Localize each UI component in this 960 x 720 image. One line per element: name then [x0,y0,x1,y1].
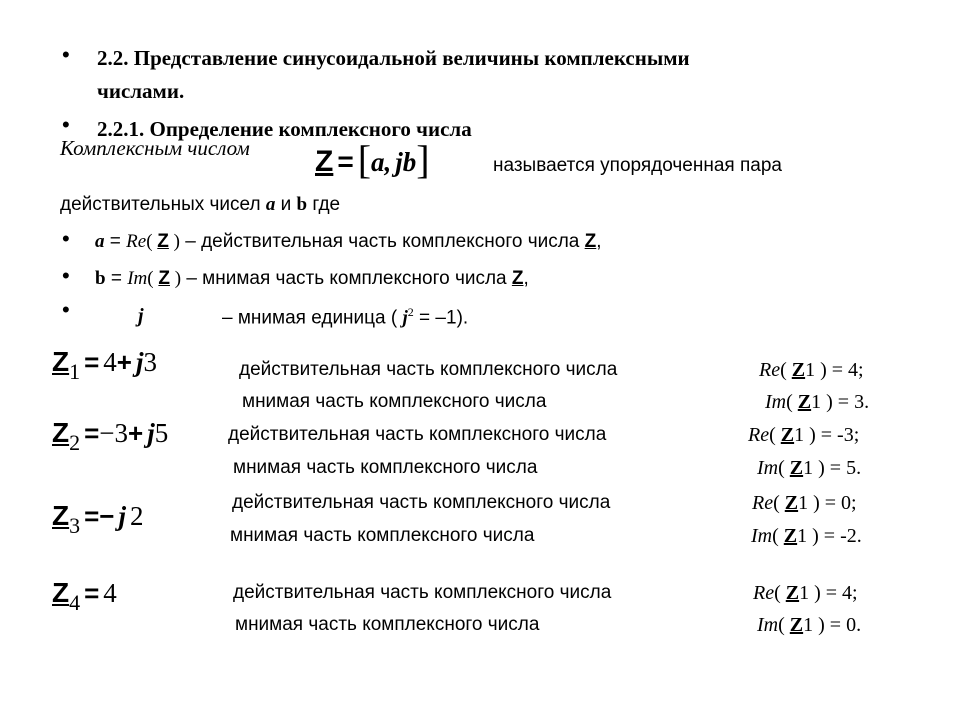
result: ) = 4; [815,359,864,381]
bullet-text: – действительная часть комплексного числа [179,231,585,252]
punct: , [523,268,529,289]
paren-open: ( [778,614,790,636]
z-subscript: 4 [69,590,81,615]
example-4-im-value [757,614,861,637]
z-symbol: Z [789,457,804,479]
fn-im: Im [765,391,787,413]
example-2-re-label: действительная часть комплексного числа [228,424,607,445]
real-value: 4 [103,578,117,608]
z-symbol: Z [52,577,70,608]
var-a: a [95,231,105,252]
z-index: 1 [794,424,805,446]
plus: + [128,418,144,448]
definition-tail: называется упорядоченная пара [493,155,782,176]
imag-value: 5 [154,418,169,448]
result: ) = 4; [809,582,858,604]
example-3-re-value [752,492,857,515]
var-j: j [135,347,144,377]
example-4-im-label: мнимая часть комплексного числа [235,614,540,635]
definition-where: где [312,194,341,215]
bullet-text: – мнимая единица ( [222,307,403,329]
paren-close: ) [169,268,182,289]
z-symbol: Z [584,231,597,252]
example-2-re-value [748,424,859,447]
result: ) = -3; [804,424,860,446]
formula-open-bracket: [ [357,137,372,182]
definition-and: и [280,194,292,215]
example-2-im-value [757,457,861,480]
z-symbol: Z [52,500,70,531]
z-symbol: Z [52,346,70,377]
result: ) = -2. [807,525,862,547]
z-symbol: Z [784,492,799,514]
z-symbol: Z [789,614,804,636]
bullet-icon: • [62,297,70,322]
z-symbol: Z [780,424,795,446]
definition-var-a: a [265,194,276,215]
minus: − [99,501,115,531]
paren-close: ) [168,231,180,252]
bullet-imag-unit [222,305,468,329]
example-4-re-value [753,582,858,605]
result: ) = 0. [813,614,862,636]
example-2-formula [52,417,169,455]
example-3-re-label: действительная часть комплексного числа [232,492,611,513]
punct: , [596,231,602,252]
z-subscript: 3 [69,513,81,538]
formula-jb: jb [395,147,417,177]
z-symbol: Z [158,268,170,289]
example-1-im-label: мнимая часть комплексного числа [242,391,547,412]
bullet-icon: • [62,263,70,288]
fn-im: Im [751,525,773,547]
formula-equals: = [337,146,354,177]
z-subscript: 1 [69,359,81,384]
paren-open: ( [769,424,781,446]
imag-value: 3 [143,347,157,377]
formula-a: a, [371,147,392,177]
heading-2: 2.2.1. Определение комплексного числа [97,117,472,141]
example-1-formula [52,346,157,384]
result: ) = 5. [813,457,862,479]
real-value: 4 [103,347,117,377]
fn-re: Re [126,231,147,252]
fn-re: Re [748,424,770,446]
definition-line2-prefix: действительных чисел [60,194,261,215]
fn-im: Im [757,614,779,636]
paren-open: ( [146,231,158,252]
real-value: −3 [99,418,129,448]
z-index: 1 [799,582,810,604]
bullet-icon: • [62,112,70,137]
bullet-icon: • [62,226,70,251]
z-index: 1 [803,457,814,479]
z-index: 1 [805,359,816,381]
equals: = [84,578,100,608]
definition-var-b: b [296,194,308,215]
imag-value: 2 [130,501,144,531]
paren-open: ( [774,582,786,604]
z-symbol: Z [791,359,806,381]
result: ) = 3. [821,391,870,413]
var-j: j [147,418,155,448]
formula-z: Z [315,145,334,178]
equals: = [104,231,127,252]
z-symbol: Z [52,417,70,448]
superscript: 2 [407,305,414,319]
fn-im: Im [757,457,779,479]
paren-open: ( [786,391,798,413]
bullet-text: – мнимая часть комплексного числа [181,268,512,289]
z-index: 1 [798,492,809,514]
definition-formula [315,134,430,181]
equals: = [84,418,100,448]
definition-lead: Комплексным числом [60,136,250,160]
paren-open: ( [780,359,792,381]
equals: = [84,501,100,531]
paren-open: ( [773,492,785,514]
z-symbol: Z [511,268,524,289]
var-j: j [402,307,408,329]
example-2-im-label: мнимая часть комплексного числа [233,457,538,478]
z-subscript: 2 [69,430,81,455]
example-1-re-value [759,359,864,382]
plus: + [116,347,132,377]
z-index: 1 [803,614,814,636]
heading-1-line-1: 2.2. Представление синусоидальной величины комплексными [97,46,690,70]
fn-re: Re [759,359,781,381]
bullet-real-part [95,231,602,253]
var-j: j [118,501,126,531]
bullet-tail: = –1). [413,307,469,329]
z-symbol: Z [783,525,798,547]
example-3-im-label: мнимая часть комплексного числа [230,525,535,546]
example-4-formula [52,577,117,615]
paren-open: ( [778,457,790,479]
example-4-re-label: действительная часть комплексного числа [233,582,612,603]
paren-open: ( [772,525,784,547]
z-index: 1 [811,391,822,413]
bullet-icon: • [62,42,70,67]
example-3-im-value [751,525,862,548]
var-b: b [95,268,106,289]
paren-open: ( [147,268,159,289]
fn-im: Im [127,268,148,289]
formula-close-bracket: ] [416,137,430,182]
heading-1-line-2: числами. [97,79,185,103]
z-symbol: Z [797,391,812,413]
definition-line-2 [60,194,340,216]
equals: = [105,268,128,289]
example-1-re-label: действительная часть комплексного числа [239,359,618,380]
example-1-im-value [765,391,869,414]
fn-re: Re [753,582,775,604]
definition-line [60,138,250,188]
z-symbol: Z [157,231,169,252]
z-index: 1 [797,525,808,547]
bullet-imag-part [95,268,529,290]
z-symbol: Z [785,582,800,604]
var-j: j [138,305,144,327]
fn-re: Re [752,492,774,514]
result: ) = 0; [808,492,857,514]
example-3-formula [52,500,144,538]
equals: = [84,347,100,377]
